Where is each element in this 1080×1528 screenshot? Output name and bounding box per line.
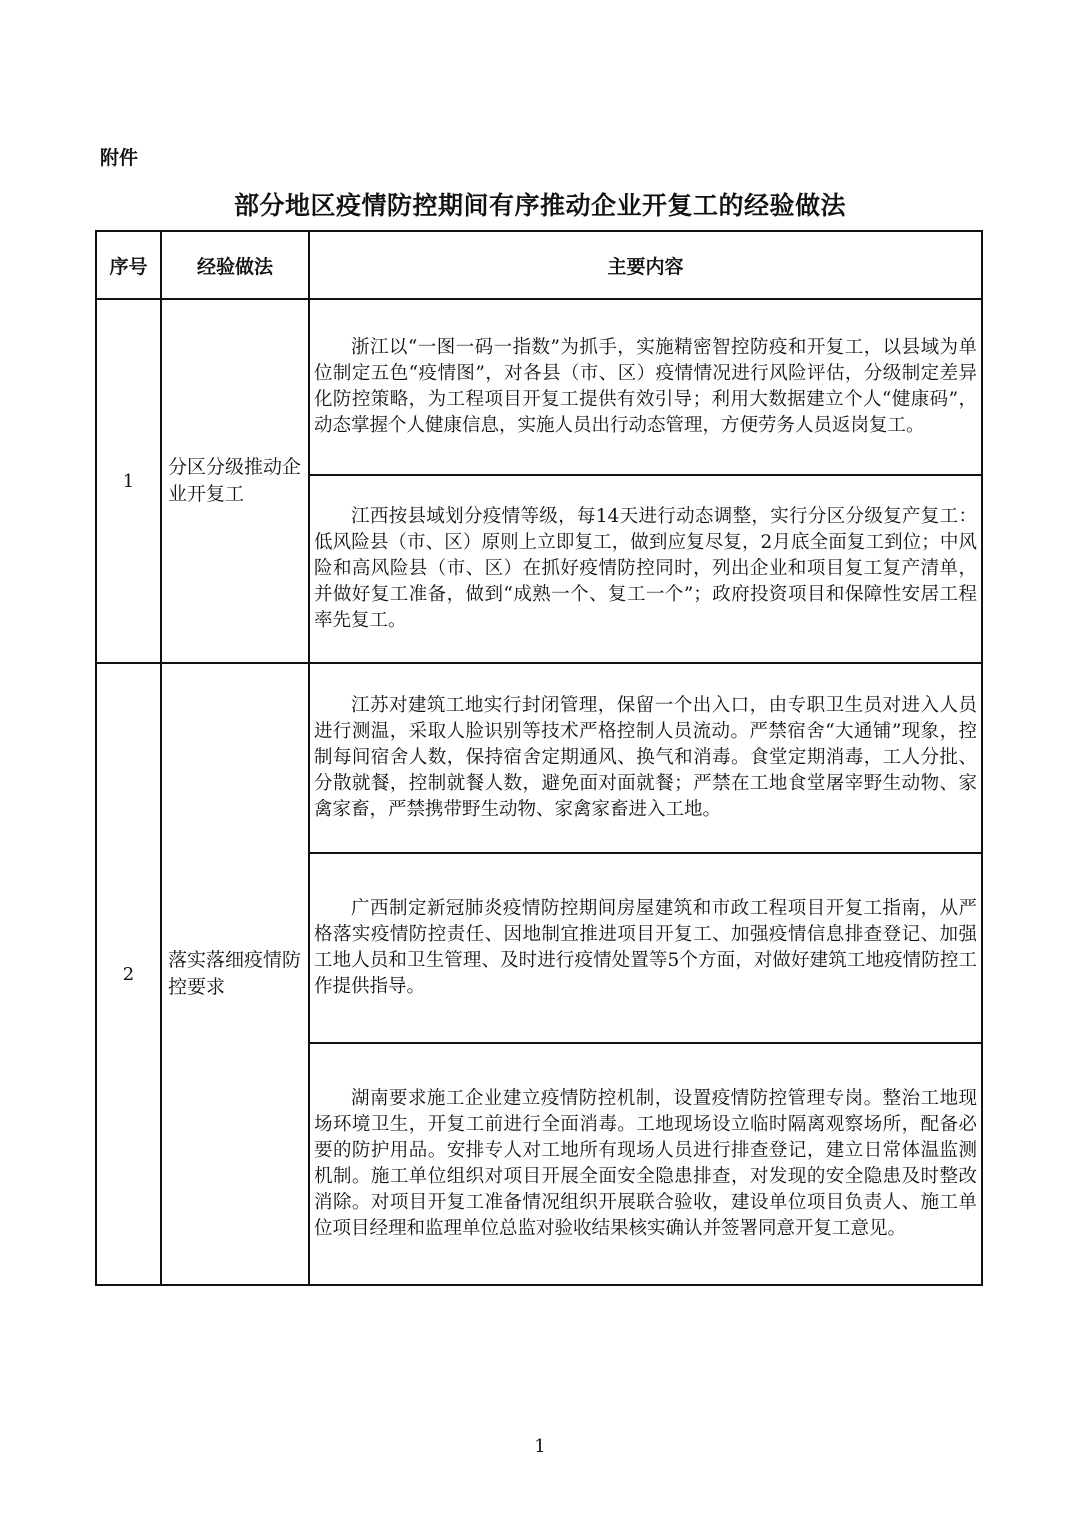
- table-header-row: [96, 231, 982, 299]
- content-text: 湖南要求施工企业建立疫情防控机制，设置疫情防控管理专岗。整治工地现场环境卫生，开复工前进行全面消毒。工地现场设立临时隔离观察场所，配备必要的防护用品。安排专人对工地所有现场人员进行排查登记，建立日常体温监测机制。施工单位组织对项目开展全面安全隐患排查，对发现的安全隐患及时整改消除。对项目开复工准备情况组织开展联合验收，建设单位项目负责人、施工单位项目经理和监理单位总监对验收结果核实确认并签署同意开复工意见。: [314, 1088, 977, 1239]
- row-seq: 2: [96, 663, 161, 1285]
- table-row: [96, 299, 982, 475]
- content-cell: [309, 299, 982, 475]
- header-seq: 序号: [96, 231, 161, 299]
- content-cell: [309, 1043, 982, 1285]
- row-seq: 1: [96, 299, 161, 663]
- header-content: 主要内容: [309, 231, 982, 299]
- content-cell: [309, 853, 982, 1043]
- content-text: 浙江以“一图一码一指数”为抓手，实施精密智控防疫和开复工，以县域为单位制定五色“疫情图”，对各县（市、区）疫情情况进行风险评估，分级制定差异化防控策略，为工程项目开复工提供有效引导；利用大数据建立个人“健康码”，动态掌握个人健康信息，实施人员出行动态管理，方便劳务人员返岗复工。: [314, 337, 977, 436]
- row-method: 分区分级推动企业开复工: [161, 299, 309, 663]
- page-number: 1: [534, 1436, 546, 1457]
- experience-table: [95, 230, 983, 1286]
- content-text: 江苏对建筑工地实行封闭管理，保留一个出入口，由专职卫生员对进入人员进行测温，采取人脸识别等技术严格控制人员流动。严禁宿舍“大通铺”现象，控制每间宿舍人数，保持宿舍定期通风、换气和消毒。食堂定期消毒，工人分批、分散就餐，控制就餐人数，避免面对面就餐；严禁在工地食堂屠宰野生动物、家禽家畜，严禁携带野生动物、家禽家畜进入工地。: [314, 695, 977, 820]
- content-text: 江西按县域划分疫情等级，每14天进行动态调整，实行分区分级复产复工：低风险县（市、区）原则上立即复工，做到应复尽复，2月底全面复工到位；中风险和高风险县（市、区）在抓好疫情防控同时，列出企业和项目复工复产清单，并做好复工准备，做到“成熟一个、复工一个”；政府投资项目和保障性安居工程率先复工。: [314, 506, 977, 631]
- content-cell: [309, 663, 982, 853]
- table-row: [96, 663, 982, 853]
- document-title: 部分地区疫情防控期间有序推动企业开复工的经验做法: [233, 191, 846, 220]
- content-cell: [309, 475, 982, 663]
- attachment-label: 附件: [100, 147, 139, 169]
- content-text: 广西制定新冠肺炎疫情防控期间房屋建筑和市政工程项目开复工指南，从严格落实疫情防控责任、因地制宜推进项目开复工、加强疫情信息排查登记、加强工地人员和卫生管理、及时进行疫情处置等5个方面，对做好建筑工地疫情防控工作提供指导。: [314, 898, 977, 997]
- header-method: 经验做法: [161, 231, 309, 299]
- row-method: 落实落细疫情防控要求: [161, 663, 309, 1285]
